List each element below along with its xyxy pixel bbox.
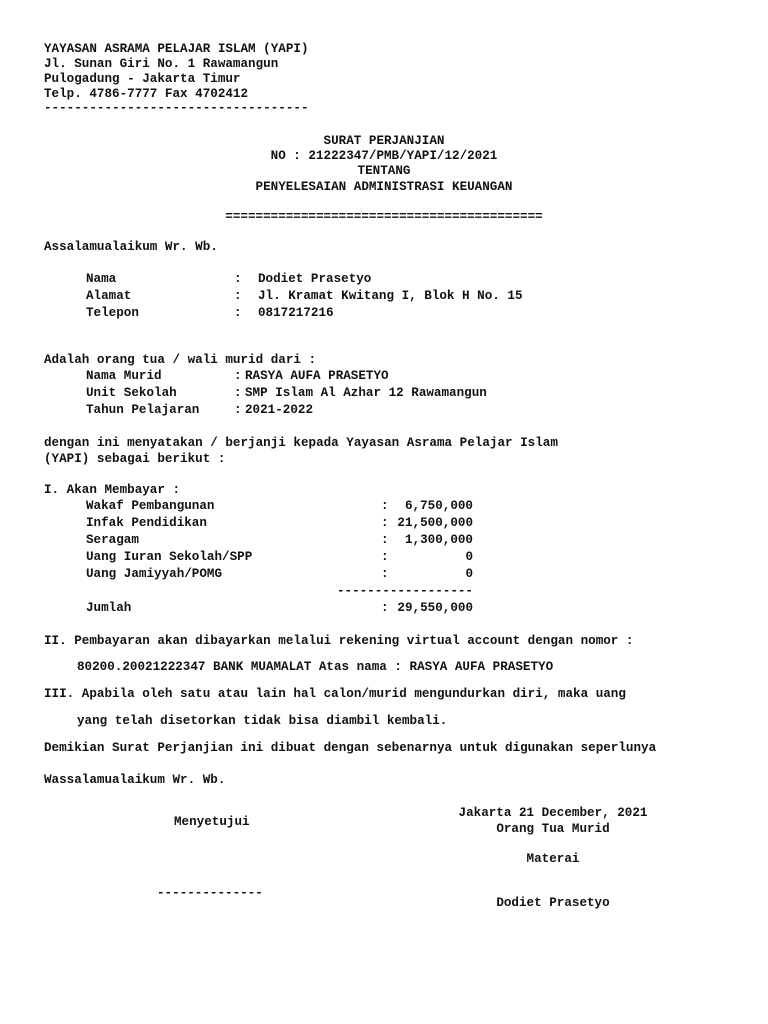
org-phone: Telp. 4786-7777 Fax 4702412 — [44, 87, 249, 101]
student-unit-value: SMP Islam Al Azhar 12 Rawamangun — [245, 386, 487, 400]
student-year-label: Tahun Pelajaran — [86, 403, 200, 417]
org-address: Jl. Sunan Giri No. 1 Rawamangun — [44, 57, 279, 71]
statement-line-2: (YAPI) sebagai berikut : — [44, 452, 226, 466]
approval-signature-line: -------------- — [157, 886, 263, 900]
colon: : — [234, 306, 242, 320]
payment-item-label: Uang Iuran Sekolah/SPP — [86, 550, 253, 564]
colon: : — [234, 403, 242, 417]
payment-item-label: Uang Jamiyyah/POMG — [86, 567, 223, 581]
doc-number: NO : 21222347/PMB/YAPI/12/2021 — [270, 149, 498, 163]
org-name: YAYASAN ASRAMA PELAJAR ISLAM (YAPI) — [44, 42, 309, 56]
colon: : — [381, 550, 389, 564]
total-label: Jumlah — [86, 601, 132, 615]
colon: : — [234, 386, 242, 400]
place-date: Jakarta 21 December, 2021 — [458, 806, 648, 820]
parent-address-value: Jl. Kramat Kwitang I, Blok H No. 15 — [258, 289, 523, 303]
payment-item-value: 0 — [465, 567, 473, 581]
doc-subject: PENYELESAIAN ADMINISTRASI KEUANGAN — [255, 180, 513, 194]
parent-address-label: Alamat — [86, 289, 132, 303]
payment-item-label: Wakaf Pembangunan — [86, 499, 215, 513]
student-name-label: Nama Murid — [86, 369, 162, 383]
parent-phone-label: Telepon — [86, 306, 139, 320]
payment-item-value: 1,300,000 — [404, 533, 473, 547]
doc-about: TENTANG — [357, 164, 411, 178]
greeting: Assalamualaikum Wr. Wb. — [44, 240, 218, 254]
section-3-line-2: yang telah disetorkan tidak bisa diambil kembali. — [77, 714, 448, 728]
total-value: 29,550,000 — [397, 601, 473, 615]
payment-item-value: 0 — [465, 550, 473, 564]
colon: : — [381, 499, 389, 513]
section-3-line-1: III. Apabila oleh satu atau lain hal calon/murid mengundurkan diri, maka uang — [44, 687, 626, 701]
payment-item-value: 21,500,000 — [397, 516, 473, 530]
approval-label: Menyetujui — [174, 815, 250, 829]
section-1-heading: I. Akan Membayar : — [44, 483, 181, 497]
header-rule: ----------------------------------- — [44, 101, 309, 115]
statement-line-1: dengan ini menyatakan / berjanji kepada Yayasan Asrama Pelajar Islam — [44, 436, 558, 450]
payment-item-value: 6,750,000 — [404, 499, 473, 513]
title-rule: ========================================== — [225, 210, 543, 224]
stamp-label: Materai — [526, 852, 580, 866]
student-name-value: RASYA AUFA PRASETYO — [245, 369, 389, 383]
parent-phone-value: 0817217216 — [258, 306, 334, 320]
parent-signature-name: Dodiet Prasetyo — [496, 896, 610, 910]
colon: : — [234, 369, 242, 383]
student-unit-label: Unit Sekolah — [86, 386, 177, 400]
total-rule: ------------------ — [336, 584, 473, 598]
parent-signature-label: Orang Tua Murid — [496, 822, 610, 836]
colon: : — [234, 289, 242, 303]
doc-title: SURAT PERJANJIAN — [323, 134, 445, 148]
parent-name-value: Dodiet Prasetyo — [258, 272, 372, 286]
colon: : — [234, 272, 242, 286]
org-city: Pulogadung - Jakarta Timur — [44, 72, 241, 86]
section-2-text: II. Pembayaran akan dibayarkan melalui rekening virtual account dengan nomor : — [44, 634, 634, 648]
student-intro: Adalah orang tua / wali murid dari : — [44, 353, 317, 367]
payment-item-label: Seragam — [86, 533, 139, 547]
student-year-value: 2021-2022 — [245, 403, 314, 417]
colon: : — [381, 567, 389, 581]
colon: : — [381, 516, 389, 530]
farewell: Wassalamualaikum Wr. Wb. — [44, 773, 226, 787]
closing-statement: Demikian Surat Perjanjian ini dibuat dengan sebenarnya untuk digunakan seperlunya — [44, 741, 657, 755]
colon: : — [381, 601, 389, 615]
parent-name-label: Nama — [86, 272, 117, 286]
payment-item-label: Infak Pendidikan — [86, 516, 207, 530]
account-number: 80200.20021222347 BANK MUAMALAT Atas nama : RASYA AUFA PRASETYO — [77, 660, 554, 674]
colon: : — [381, 533, 389, 547]
